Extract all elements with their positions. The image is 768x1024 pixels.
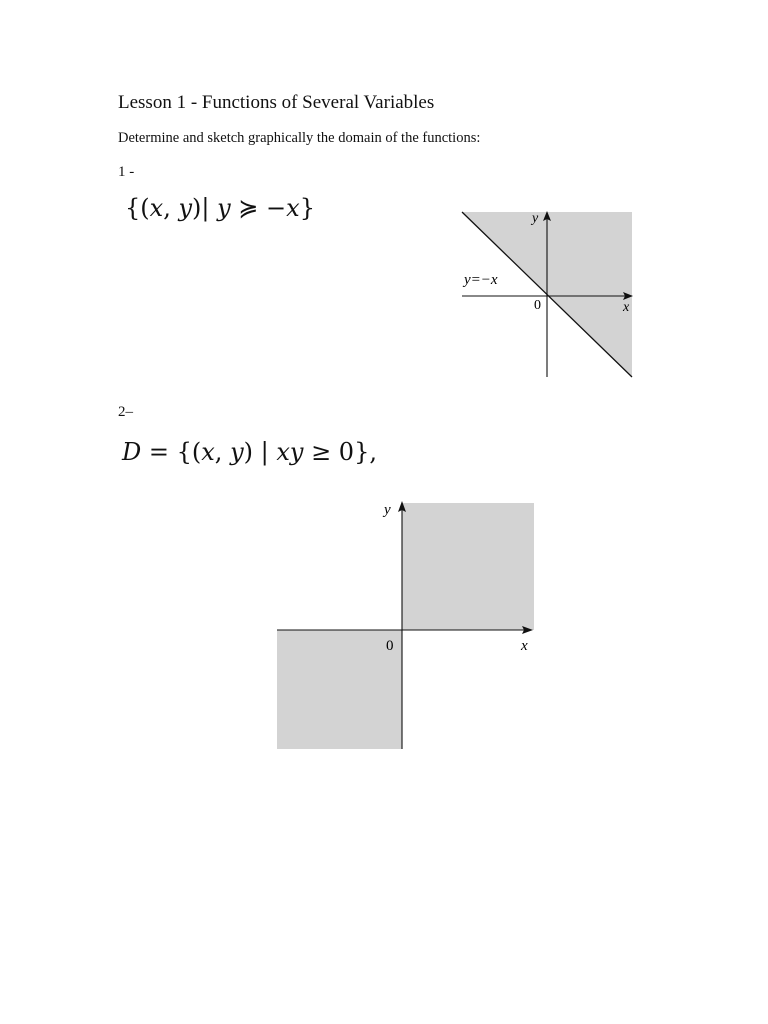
problem-2-x-label: x: [521, 638, 528, 654]
problem-2-y-label: y: [384, 502, 391, 518]
problem-1-set-close: }: [299, 194, 315, 222]
problem-2-quadrant-1-shaded: [402, 503, 534, 630]
problem-1-var-y: y: [178, 194, 193, 222]
problem-2-quadrant-3-shaded: [277, 630, 402, 749]
problem-2-product: xy: [276, 438, 304, 466]
problem-2-graph: [270, 495, 545, 755]
problem-1-line-label: y=−x: [464, 272, 498, 288]
problem-1-relation: ≽: [230, 194, 267, 222]
problem-2-D: D: [122, 438, 142, 466]
problem-2-number: 2–: [118, 404, 133, 420]
problem-1-y-label: y: [532, 211, 539, 226]
problem-1-rhs: −x: [266, 194, 300, 222]
problem-1-bar: )|: [192, 194, 218, 222]
problem-2-origin-label: 0: [386, 638, 394, 654]
problem-1-origin-label: 0: [534, 298, 541, 313]
problem-2-var-y: y: [230, 438, 244, 466]
problem-1-lhs: y: [217, 194, 231, 222]
problem-2-relation: ≥ 0},: [303, 438, 377, 466]
problem-2-comma: ,: [214, 438, 231, 466]
problem-1-graph: [455, 205, 640, 385]
problem-2-var-x: x: [201, 438, 215, 466]
instruction-text: Determine and sketch graphically the domain of the functions:: [118, 130, 481, 146]
problem-1-set-definition: [125, 194, 315, 222]
problem-1-x-label: x: [623, 300, 630, 315]
problem-1-number: 1 -: [118, 164, 135, 180]
problem-1-set-open: {(: [125, 194, 150, 222]
problem-2-eq: = {(: [141, 438, 202, 466]
problem-2-set-definition: [122, 438, 377, 466]
problem-1-var-x: x: [149, 194, 164, 222]
problem-2-bar: ) |: [243, 438, 277, 466]
page-title: Lesson 1 - Functions of Several Variables: [118, 92, 435, 113]
problem-1-comma: ,: [163, 194, 179, 222]
